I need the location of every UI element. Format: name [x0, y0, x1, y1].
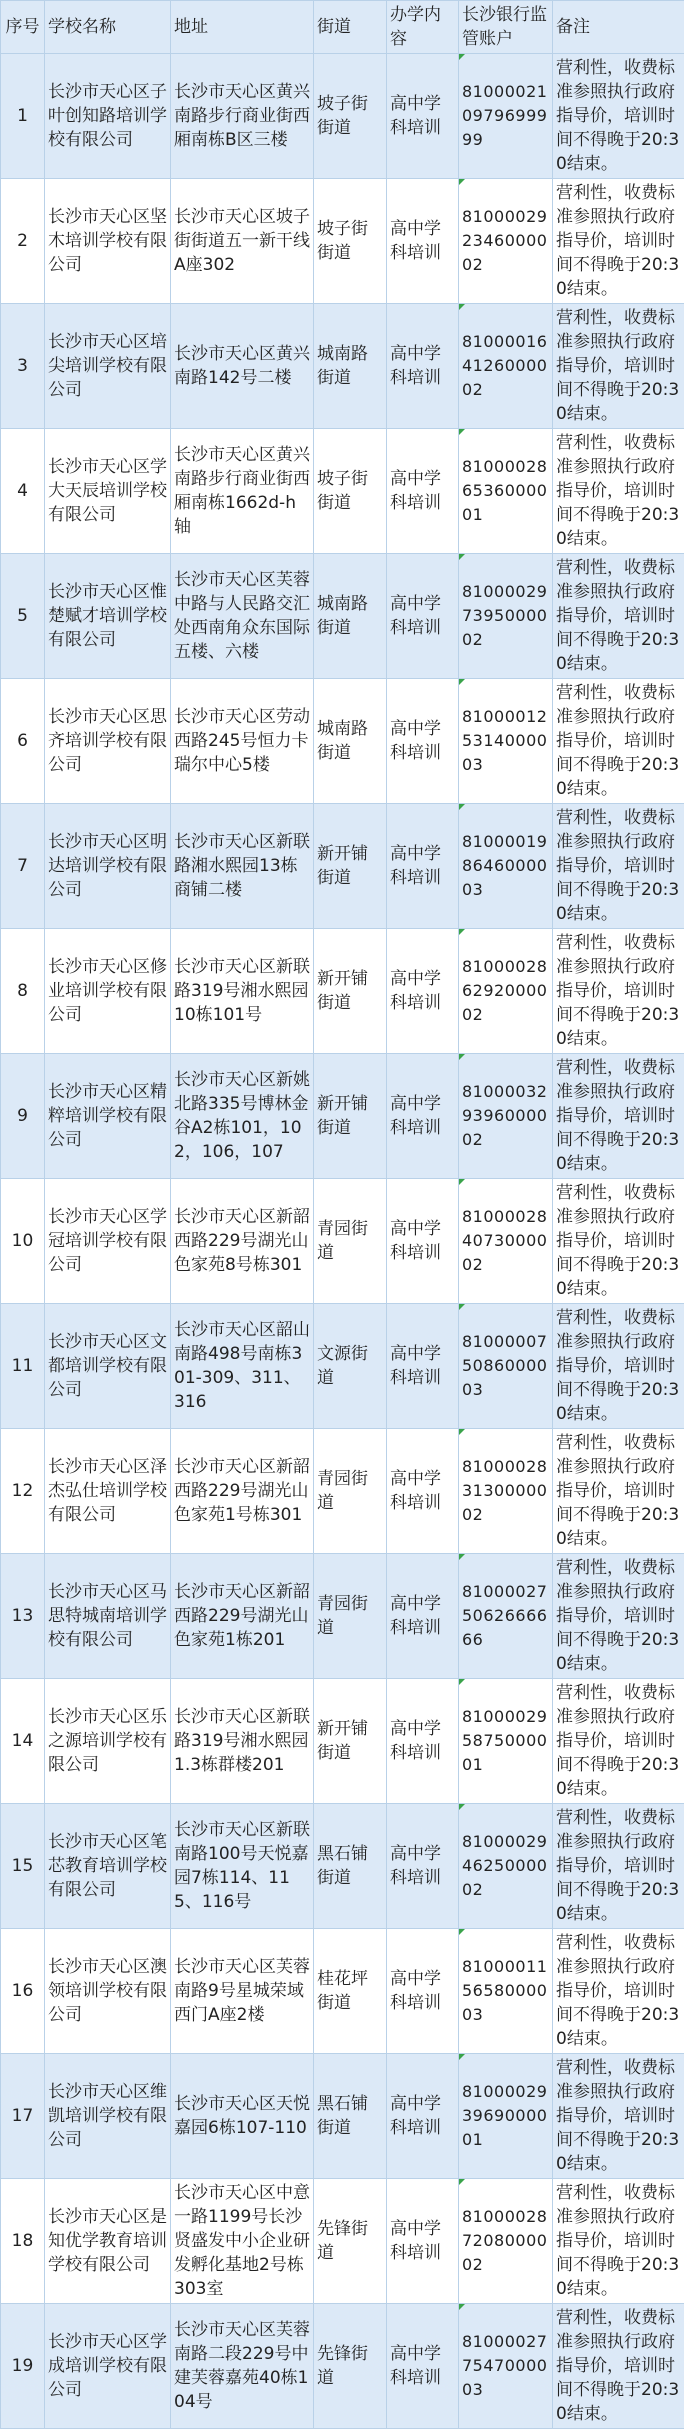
- remark-cell: 营利性，收费标准参照执行政府指导价，培训时间不得晚于20:30结束。: [553, 1304, 684, 1429]
- school-name-cell: 长沙市天心区学冠培训学校有限公司: [45, 1179, 171, 1304]
- school-name-cell: 长沙市天心区学大天辰培训学校有限公司: [45, 429, 171, 554]
- row-number-cell: 11: [1, 1304, 45, 1429]
- row-number-cell: 10: [1, 1179, 45, 1304]
- school-name-cell: 长沙市天心区笔芯教育培训学校有限公司: [45, 1804, 171, 1929]
- school-name-cell: 长沙市天心区学成培训学校有限公司: [45, 2304, 171, 2429]
- bank-account-cell: 81000027 50626666 66: [459, 1554, 553, 1679]
- header-cell-content: 办学内容: [387, 1, 459, 54]
- row-number-cell: 9: [1, 1054, 45, 1179]
- school-name-cell: 长沙市天心区精粹培训学校有限公司: [45, 1054, 171, 1179]
- street-cell: 城南路街道: [314, 304, 387, 429]
- school-name-cell: 长沙市天心区马思特城南培训学校有限公司: [45, 1554, 171, 1679]
- remark-cell: 营利性，收费标准参照执行政府指导价，培训时间不得晚于20:30结束。: [553, 1929, 684, 2054]
- row-number-cell: 13: [1, 1554, 45, 1679]
- row-number-cell: 18: [1, 2179, 45, 2304]
- street-cell: 青园街道: [314, 1429, 387, 1554]
- row-number-cell: 12: [1, 1429, 45, 1554]
- header-cell-street: 街道: [314, 1, 387, 54]
- table-row: [1, 679, 684, 804]
- address-cell: 长沙市天心区新韶西路229号湖光山色家苑1号栋301: [171, 1429, 314, 1554]
- school-name-cell: 长沙市天心区澳领培训学校有限公司: [45, 1929, 171, 2054]
- table-row: [1, 1929, 684, 2054]
- row-number-cell: 2: [1, 179, 45, 304]
- course-content-cell: 高中学科培训: [387, 679, 459, 804]
- street-cell: 先锋街道: [314, 2179, 387, 2304]
- school-name-cell: 长沙市天心区泽杰弘仕培训学校有限公司: [45, 1429, 171, 1554]
- bank-account-cell: 81000029 46250000 02: [459, 1804, 553, 1929]
- remark-cell: 营利性，收费标准参照执行政府指导价，培训时间不得晚于20:30结束。: [553, 2304, 684, 2429]
- table-row: [1, 1304, 684, 1429]
- school-name-cell: 长沙市天心区文都培训学校有限公司: [45, 1304, 171, 1429]
- course-content-cell: 高中学科培训: [387, 429, 459, 554]
- remark-cell: 营利性，收费标准参照执行政府指导价，培训时间不得晚于20:30结束。: [553, 554, 684, 679]
- table-row: [1, 1804, 684, 1929]
- street-cell: 黑石铺街道: [314, 1804, 387, 1929]
- street-cell: 城南路街道: [314, 554, 387, 679]
- table-row: [1, 2179, 684, 2304]
- row-number-cell: 4: [1, 429, 45, 554]
- table-row: [1, 2304, 684, 2429]
- course-content-cell: 高中学科培训: [387, 2179, 459, 2304]
- street-cell: 坡子街街道: [314, 54, 387, 179]
- remark-cell: 营利性，收费标准参照执行政府指导价，培训时间不得晚于20:30结束。: [553, 1179, 684, 1304]
- remark-cell: 营利性，收费标准参照执行政府指导价，培训时间不得晚于20:30结束。: [553, 679, 684, 804]
- table-row: [1, 304, 684, 429]
- table-row: [1, 1429, 684, 1554]
- remark-cell: 营利性，收费标准参照执行政府指导价，培训时间不得晚于20:30结束。: [553, 429, 684, 554]
- course-content-cell: 高中学科培训: [387, 1679, 459, 1804]
- street-cell: 黑石铺街道: [314, 2054, 387, 2179]
- street-cell: 新开铺街道: [314, 804, 387, 929]
- school-name-cell: 长沙市天心区是知优学教育培训学校有限公司: [45, 2179, 171, 2304]
- header-cell-address: 地址: [171, 1, 314, 54]
- bank-account-cell: 81000011 56580000 03: [459, 1929, 553, 2054]
- school-name-cell: 长沙市天心区思齐培训学校有限公司: [45, 679, 171, 804]
- table-row: [1, 179, 684, 304]
- row-number-cell: 17: [1, 2054, 45, 2179]
- header-cell-name: 学校名称: [45, 1, 171, 54]
- course-content-cell: 高中学科培训: [387, 54, 459, 179]
- street-cell: 新开铺街道: [314, 1054, 387, 1179]
- table-row: [1, 1179, 684, 1304]
- remark-cell: 营利性，收费标准参照执行政府指导价，培训时间不得晚于20:30结束。: [553, 2054, 684, 2179]
- remark-cell: 营利性，收费标准参照执行政府指导价，培训时间不得晚于20:30结束。: [553, 929, 684, 1054]
- address-cell: 长沙市天心区坡子街街道五一新干线A座302: [171, 179, 314, 304]
- address-cell: 长沙市天心区新韶西路229号湖光山色家苑8号栋301: [171, 1179, 314, 1304]
- street-cell: 青园街道: [314, 1554, 387, 1679]
- address-cell: 长沙市天心区芙蓉南路9号星城荣域西门A座2楼: [171, 1929, 314, 2054]
- address-cell: 长沙市天心区黄兴南路步行商业街西厢南栋B区三楼: [171, 54, 314, 179]
- remark-cell: 营利性，收费标准参照执行政府指导价，培训时间不得晚于20:30结束。: [553, 1054, 684, 1179]
- header-cell-note: 备注: [553, 1, 684, 54]
- address-cell: 长沙市天心区芙蓉南路二段229号中建芙蓉嘉苑40栋104号: [171, 2304, 314, 2429]
- school-name-cell: 长沙市天心区乐之源培训学校有限公司: [45, 1679, 171, 1804]
- street-cell: 坡子街街道: [314, 179, 387, 304]
- row-number-cell: 7: [1, 804, 45, 929]
- remark-cell: 营利性，收费标准参照执行政府指导价，培训时间不得晚于20:30结束。: [553, 1554, 684, 1679]
- bank-account-cell: 81000029 23460000 02: [459, 179, 553, 304]
- address-cell: 长沙市天心区韶山南路498号南栋301-309、311、316: [171, 1304, 314, 1429]
- bank-account-cell: 81000028 62920000 02: [459, 929, 553, 1054]
- address-cell: 长沙市天心区黄兴南路142号二楼: [171, 304, 314, 429]
- table-row: [1, 54, 684, 179]
- bank-account-cell: 81000029 58750000 01: [459, 1679, 553, 1804]
- bank-account-cell: 81000016 41260000 02: [459, 304, 553, 429]
- remark-cell: 营利性，收费标准参照执行政府指导价，培训时间不得晚于20:30结束。: [553, 54, 684, 179]
- table-row: [1, 1679, 684, 1804]
- remark-cell: 营利性，收费标准参照执行政府指导价，培训时间不得晚于20:30结束。: [553, 804, 684, 929]
- course-content-cell: 高中学科培训: [387, 1804, 459, 1929]
- school-name-cell: 长沙市天心区明达培训学校有限公司: [45, 804, 171, 929]
- street-cell: 桂花坪街道: [314, 1929, 387, 2054]
- row-number-cell: 8: [1, 929, 45, 1054]
- street-cell: 先锋街道: [314, 2304, 387, 2429]
- address-cell: 长沙市天心区劳动西路245号恒力卡瑞尔中心5楼: [171, 679, 314, 804]
- row-number-cell: 1: [1, 54, 45, 179]
- street-cell: 新开铺街道: [314, 1679, 387, 1804]
- course-content-cell: 高中学科培训: [387, 804, 459, 929]
- bank-account-cell: 81000028 72080000 02: [459, 2179, 553, 2304]
- address-cell: 长沙市天心区芙蓉中路与人民路交汇处西南角众东国际五楼、六楼: [171, 554, 314, 679]
- address-cell: 长沙市天心区新联南路100号天悦嘉园7栋114、115、116号: [171, 1804, 314, 1929]
- address-cell: 长沙市天心区新韶西路229号湖光山色家苑1栋201: [171, 1554, 314, 1679]
- street-cell: 城南路街道: [314, 679, 387, 804]
- remark-cell: 营利性，收费标准参照执行政府指导价，培训时间不得晚于20:30结束。: [553, 1804, 684, 1929]
- course-content-cell: 高中学科培训: [387, 2054, 459, 2179]
- bank-account-cell: 81000012 53140000 03: [459, 679, 553, 804]
- course-content-cell: 高中学科培训: [387, 2304, 459, 2429]
- address-cell: 长沙市天心区天悦嘉园6栋107-110: [171, 2054, 314, 2179]
- row-number-cell: 19: [1, 2304, 45, 2429]
- street-cell: 青园街道: [314, 1179, 387, 1304]
- course-content-cell: 高中学科培训: [387, 1429, 459, 1554]
- address-cell: 长沙市天心区新联路湘水熙园13栋商铺二楼: [171, 804, 314, 929]
- course-content-cell: 高中学科培训: [387, 1304, 459, 1429]
- address-cell: 长沙市天心区新姚北路335号博林金谷A2栋101，102，106，107: [171, 1054, 314, 1179]
- school-name-cell: 长沙市天心区培尖培训学校有限公司: [45, 304, 171, 429]
- table-row: [1, 554, 684, 679]
- street-cell: 文源街道: [314, 1304, 387, 1429]
- remark-cell: 营利性，收费标准参照执行政府指导价，培训时间不得晚于20:30结束。: [553, 1429, 684, 1554]
- street-cell: 新开铺街道: [314, 929, 387, 1054]
- bank-account-cell: 81000029 39690000 01: [459, 2054, 553, 2179]
- remark-cell: 营利性，收费标准参照执行政府指导价，培训时间不得晚于20:30结束。: [553, 179, 684, 304]
- bank-account-cell: 81000029 73950000 02: [459, 554, 553, 679]
- course-content-cell: 高中学科培训: [387, 929, 459, 1054]
- row-number-cell: 6: [1, 679, 45, 804]
- bank-account-cell: 81000027 75470000 03: [459, 2304, 553, 2429]
- row-number-cell: 5: [1, 554, 45, 679]
- bank-account-cell: 81000019 86460000 03: [459, 804, 553, 929]
- row-number-cell: 16: [1, 1929, 45, 2054]
- row-number-cell: 14: [1, 1679, 45, 1804]
- bank-account-cell: 81000007 50860000 03: [459, 1304, 553, 1429]
- course-content-cell: 高中学科培训: [387, 1554, 459, 1679]
- school-name-cell: 长沙市天心区惟楚赋才培训学校有限公司: [45, 554, 171, 679]
- table-row: [1, 1554, 684, 1679]
- row-number-cell: 3: [1, 304, 45, 429]
- address-cell: 长沙市天心区黄兴南路步行商业街西厢南栋1662d-h轴: [171, 429, 314, 554]
- remark-cell: 营利性，收费标准参照执行政府指导价，培训时间不得晚于20:30结束。: [553, 304, 684, 429]
- header-cell-account: 长沙银行监管账户: [459, 1, 553, 54]
- table-row: [1, 2054, 684, 2179]
- header-row: [1, 1, 684, 54]
- address-cell: 长沙市天心区中意一路1199号长沙贤盛发中小企业研发孵化基地2号栋303室: [171, 2179, 314, 2304]
- course-content-cell: 高中学科培训: [387, 1929, 459, 2054]
- row-number-cell: 15: [1, 1804, 45, 1929]
- school-name-cell: 长沙市天心区坚木培训学校有限公司: [45, 179, 171, 304]
- school-name-cell: 长沙市天心区修业培训学校有限公司: [45, 929, 171, 1054]
- bank-account-cell: 81000028 40730000 02: [459, 1179, 553, 1304]
- remark-cell: 营利性，收费标准参照执行政府指导价，培训时间不得晚于20:30结束。: [553, 2179, 684, 2304]
- course-content-cell: 高中学科培训: [387, 304, 459, 429]
- street-cell: 坡子街街道: [314, 429, 387, 554]
- table-row: [1, 1054, 684, 1179]
- course-content-cell: 高中学科培训: [387, 179, 459, 304]
- bank-account-cell: 81000032 93960000 02: [459, 1054, 553, 1179]
- address-cell: 长沙市天心区新联路319号湘水熙园10栋101号: [171, 929, 314, 1054]
- bank-account-cell: 81000021 09796999 99: [459, 54, 553, 179]
- table-row: [1, 429, 684, 554]
- remark-cell: 营利性，收费标准参照执行政府指导价，培训时间不得晚于20:30结束。: [553, 1679, 684, 1804]
- header-cell-no: 序号: [1, 1, 45, 54]
- table-row: [1, 804, 684, 929]
- bank-account-cell: 81000028 65360000 01: [459, 429, 553, 554]
- bank-account-cell: 81000028 31300000 02: [459, 1429, 553, 1554]
- table-row: [1, 929, 684, 1054]
- course-content-cell: 高中学科培训: [387, 1179, 459, 1304]
- school-name-cell: 长沙市天心区维凯培训学校有限公司: [45, 2054, 171, 2179]
- address-cell: 长沙市天心区新联路319号湘水熙园1.3栋群楼201: [171, 1679, 314, 1804]
- course-content-cell: 高中学科培训: [387, 554, 459, 679]
- course-content-cell: 高中学科培训: [387, 1054, 459, 1179]
- school-name-cell: 长沙市天心区子叶创知路培训学校有限公司: [45, 54, 171, 179]
